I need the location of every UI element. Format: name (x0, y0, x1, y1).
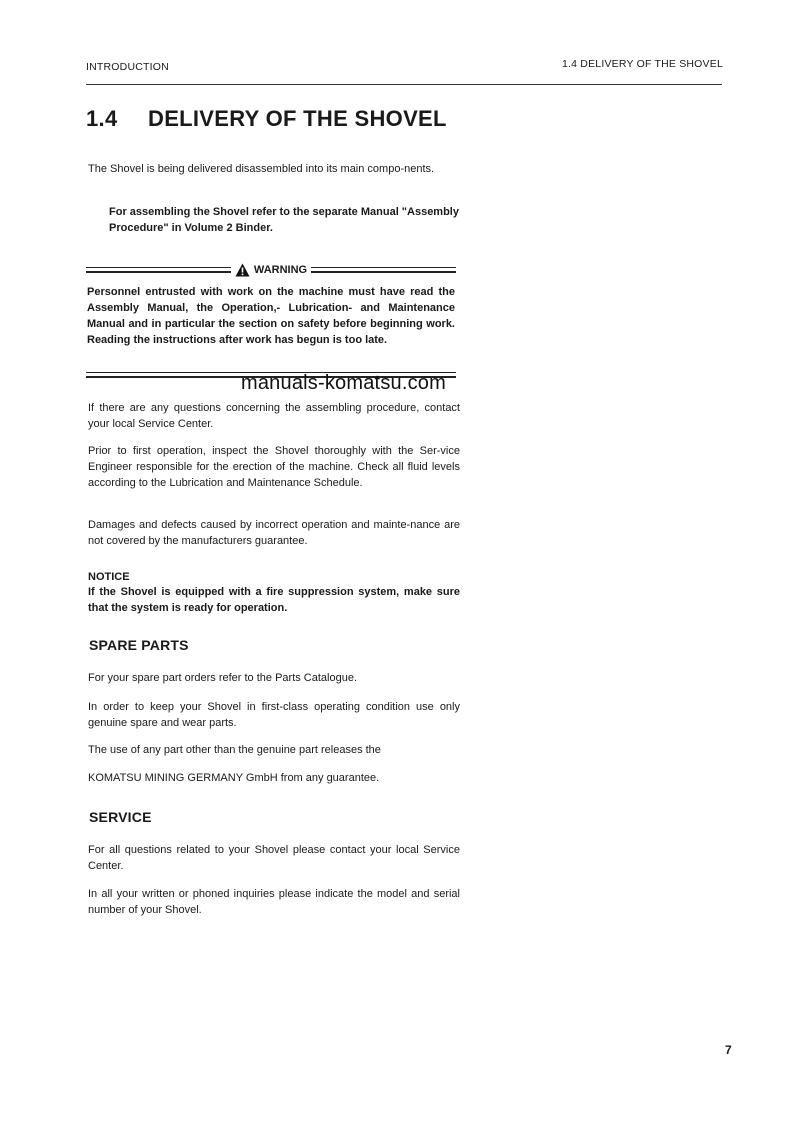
spare-parts-paragraph: KOMATSU MINING GERMANY GmbH from any guarantee. (88, 772, 380, 784)
spare-parts-heading: SPARE PARTS (89, 637, 189, 653)
warning-triangle-icon (235, 263, 250, 277)
spare-parts-paragraph: The use of any part other than the genuine part releases the (88, 744, 381, 756)
warning-text: Personnel entrusted with work on the machine must have read the Assembly Manual, the Operation,- Lubrication- and Maintenance Manual and in particular the section on safety before beginning work. Reading the instructions after work has begun is too late. (87, 286, 455, 346)
running-header-right: 1.4 DELIVERY OF THE SHOVEL (561, 58, 723, 70)
running-header-left: INTRODUCTION (86, 61, 169, 73)
warning-rule-left (86, 267, 231, 273)
section-number: 1.4 (86, 106, 118, 131)
warning-label (231, 263, 311, 277)
paragraph-inspection: Prior to first operation, inspect the Shovel thoroughly with the Ser-vice Engineer responsible for the erection of the machine. Check all fluid levels according to the Lubrication and Maintenance Schedule. (88, 445, 460, 489)
page-number: 7 (725, 1043, 732, 1057)
intro-paragraph: The Shovel is being delivered disassembled into its main compo-nents. (88, 163, 435, 175)
notice-label: NOTICE (88, 571, 130, 583)
paragraph-questions: If there are any questions concerning the assembling procedure, contact your local Service Center. (88, 402, 460, 430)
service-paragraph: For all questions related to your Shovel please contact your local Service Center. (88, 844, 460, 872)
assembly-note: For assembling the Shovel refer to the separate Manual "Assembly Procedure" in Volume 2 Binder. (109, 206, 459, 234)
warning-label-text: WARNING (253, 264, 308, 276)
notice-text: If the Shovel is equipped with a fire suppression system, make sure that the system is ready for operation. (88, 586, 460, 614)
header-rule (86, 84, 722, 85)
watermark: manuals-komatsu.com (241, 372, 446, 394)
warning-rule-right (311, 267, 456, 273)
service-heading: SERVICE (89, 809, 152, 825)
page-title (86, 106, 447, 132)
spare-parts-paragraph: For your spare part orders refer to the Parts Catalogue. (88, 672, 358, 684)
paragraph-damages: Damages and defects caused by incorrect operation and mainte-nance are not covered by the manufacturers guarantee. (88, 519, 460, 547)
service-paragraph: In all your written or phoned inquiries please indicate the model and serial number of your Shovel. (88, 888, 460, 916)
spare-parts-paragraph: In order to keep your Shovel in first-class operating condition use only genuine spare and wear parts. (88, 701, 460, 729)
section-title: DELIVERY OF THE SHOVEL (148, 106, 447, 131)
warning-header (86, 262, 456, 278)
